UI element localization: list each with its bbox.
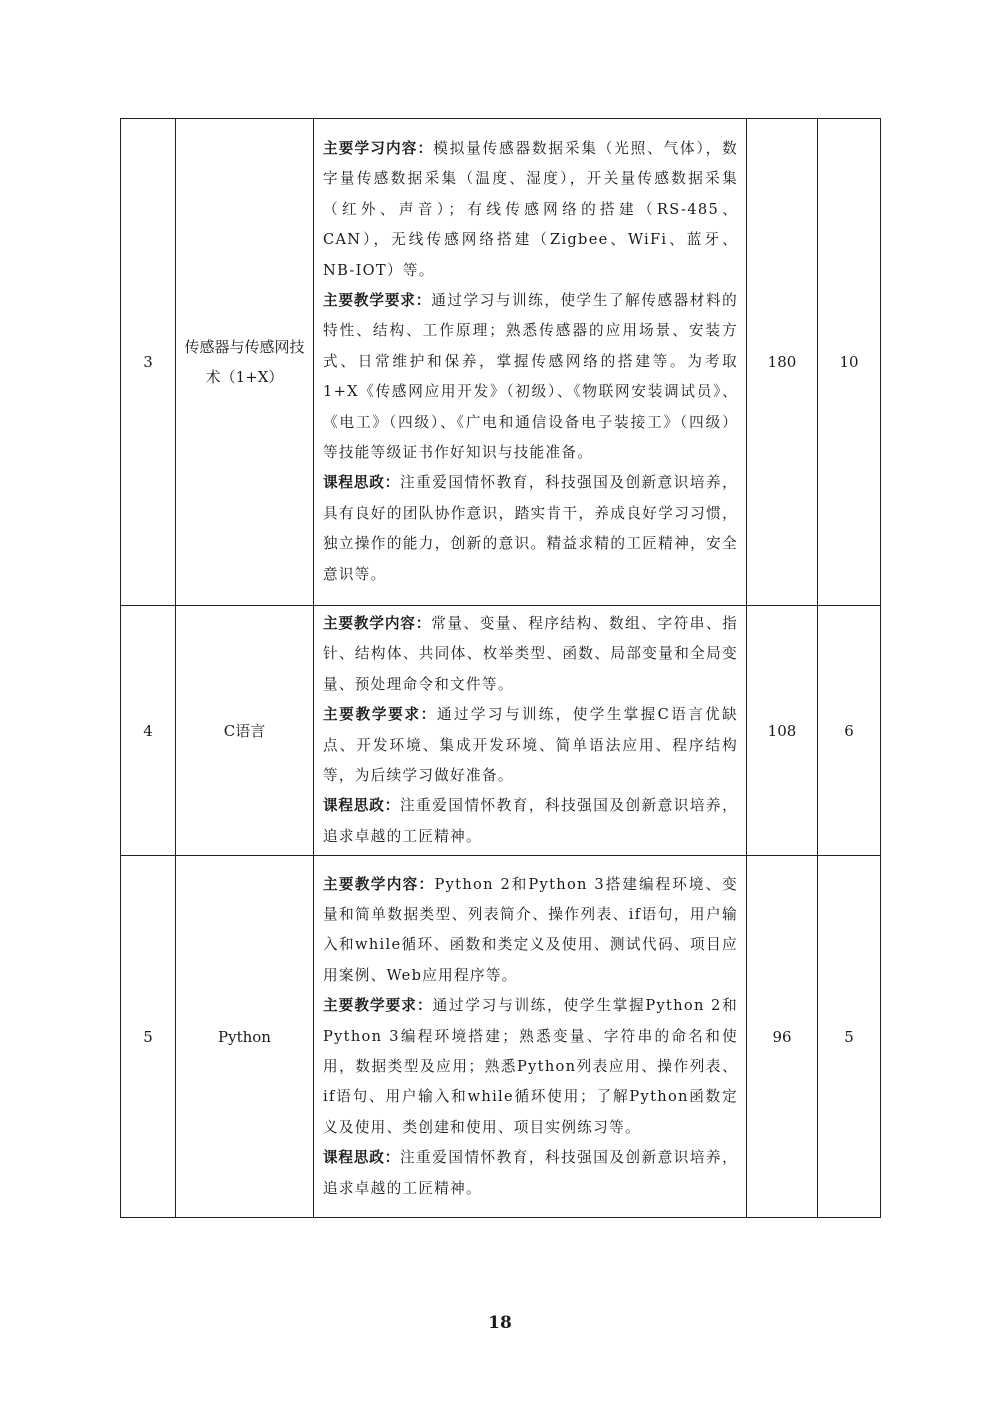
course-credits: 10 — [818, 119, 881, 606]
paragraph-text: 通过学习与训练，使学生掌握C语言优缺点、开发环境、集成开发环境、简单语法应用、程序结构等，为后续学习做好准备。 — [323, 706, 738, 785]
description-paragraph — [323, 1143, 738, 1204]
paragraph-label: 主要教学内容： — [323, 615, 432, 632]
course-number: 3 — [121, 119, 176, 606]
paragraph-text: Python 2和Python 3搭建编程环境、变量和简单数据类型、列表简介、操作列表、if语句，用户输入和while循环、函数和类定义及使用、测试代码、项目应用案例、Web应用程序等。 — [323, 875, 739, 984]
paragraph-text: 通过学习与训练，使学生掌握Python 2和Python 3编程环境搭建；熟悉变量、字符串的命名和使用，数据类型及应用；熟悉Python列表应用、操作列表、if语句、用户输入和while循环使用；了解Python函数定义及使用、类创建和使用、项目实例练习等。 — [323, 997, 739, 1136]
paragraph-label: 课程思政： — [323, 474, 401, 492]
paragraph-text: 注重爱国情怀教育，科技强国及创新意识培养，具有良好的团队协作意识，踏实肯干，养成良好学习习惯，独立操作的能力，创新的意识。精益求精的工匠精神，安全意识等。 — [323, 474, 738, 583]
paragraph-text: 模拟量传感器数据采集（光照、气体），数字量传感数据采集（温度、湿度），开关量传感数据采集（红外、声音）；有线传感网络的搭建（RS-485、CAN），无线传感网络搭建（Zigbee、WiFi、蓝牙、NB-IOT）等。 — [323, 139, 738, 279]
course-hours: 96 — [747, 856, 818, 1218]
table-row — [121, 856, 881, 1218]
course-hours: 180 — [747, 119, 818, 606]
description-paragraph — [323, 609, 738, 700]
course-credits: 6 — [818, 606, 881, 856]
course-number: 4 — [121, 606, 176, 856]
description-paragraph — [323, 286, 738, 468]
course-name: C语言 — [176, 606, 314, 856]
paragraph-text: 通过学习与训练，使学生了解传感器材料的特性、结构、工作原理；熟悉传感器的应用场景、安装方式、日常维护和保养，掌握传感网络的搭建等。为考取1+X《传感网应用开发》（初级）、《物联网安装调试员》、《电工》（四级）、《广电和通信设备电子装接工》（四级）等技能等级证书作好知识与技能准备。 — [323, 291, 739, 462]
paragraph-label: 主要教学要求： — [323, 291, 432, 309]
course-description — [314, 856, 747, 1218]
paragraph-text: 注重爱国情怀教育，科技强国及创新意识培养，追求卓越的工匠精神。 — [323, 797, 738, 845]
description-paragraph — [323, 791, 738, 852]
description-paragraph — [323, 991, 738, 1143]
course-name: Python — [176, 856, 314, 1218]
paragraph-label: 课程思政： — [323, 797, 401, 815]
table-row — [121, 119, 881, 606]
curriculum-table — [120, 118, 881, 1218]
description-paragraph — [323, 134, 738, 286]
paragraph-text: 常量、变量、程序结构、数组、字符串、指针、结构体、共同体、枚举类型、函数、局部变量和全局变量、预处理命令和文件等。 — [323, 615, 739, 693]
table-row — [121, 606, 881, 856]
course-name: 传感器与传感网技术（1+X） — [176, 119, 314, 606]
paragraph-label: 主要教学内容： — [323, 875, 435, 893]
course-description — [314, 606, 747, 856]
description-paragraph — [323, 870, 738, 992]
page-number: 18 — [488, 1313, 512, 1333]
paragraph-label: 课程思政： — [323, 1149, 401, 1167]
course-description — [314, 119, 747, 606]
description-paragraph — [323, 468, 738, 590]
course-number: 5 — [121, 856, 176, 1218]
description-paragraph — [323, 700, 738, 791]
paragraph-text: 注重爱国情怀教育，科技强国及创新意识培养，追求卓越的工匠精神。 — [323, 1149, 738, 1197]
course-hours: 108 — [747, 606, 818, 856]
course-credits: 5 — [818, 856, 881, 1218]
paragraph-label: 主要教学要求： — [323, 706, 437, 724]
paragraph-label: 主要学习内容： — [323, 139, 434, 157]
paragraph-label: 主要教学要求： — [323, 997, 433, 1015]
